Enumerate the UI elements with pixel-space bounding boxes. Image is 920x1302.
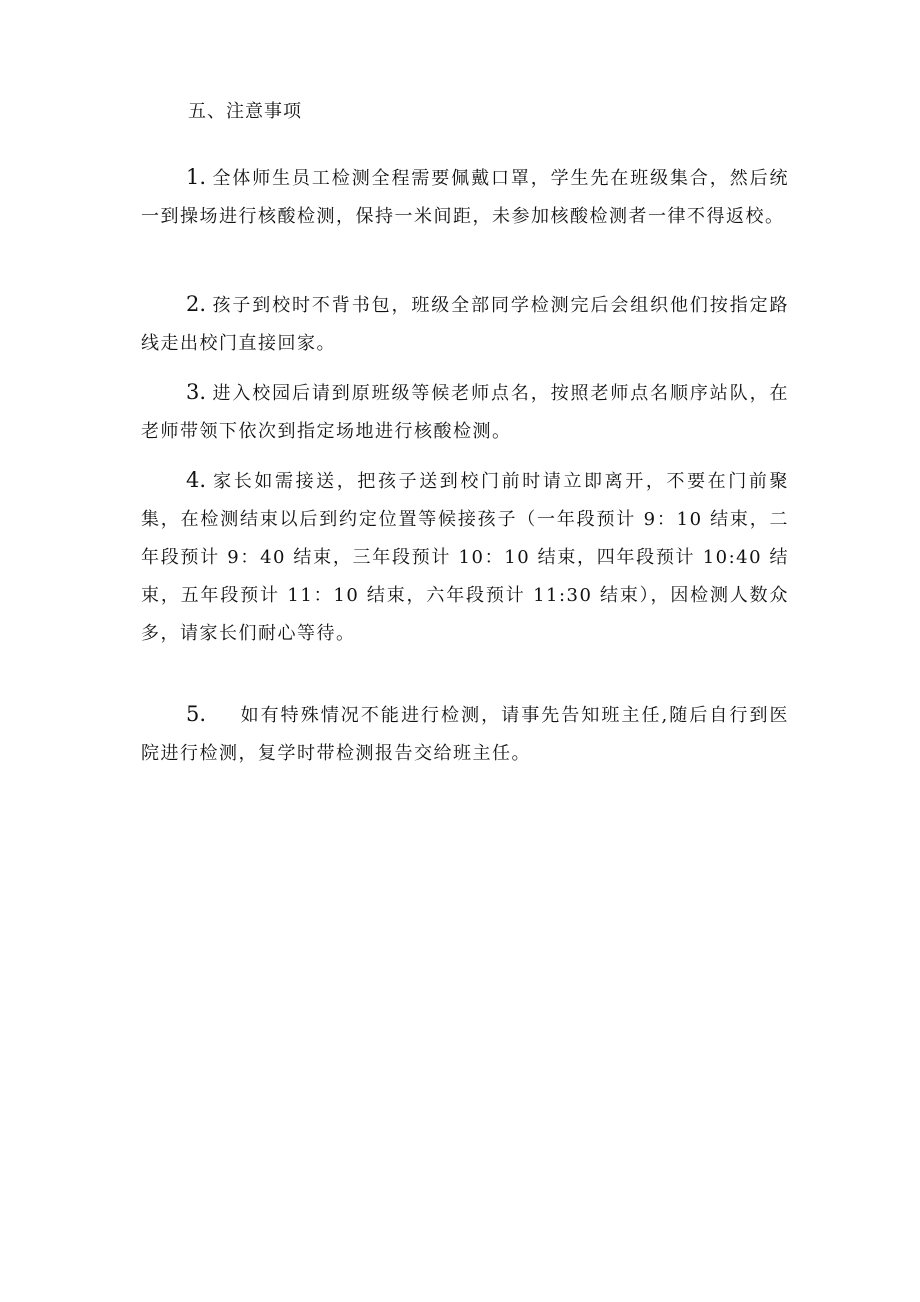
- item-number: 1.: [186, 165, 207, 189]
- item-number: 3.: [186, 380, 207, 404]
- notice-item-4: [141, 461, 789, 653]
- notice-item-5: [141, 695, 789, 773]
- notice-item-2: [141, 285, 789, 363]
- item-text: 如有特殊情况不能进行检测，请事先告知班主任,随后自行到医院进行检测，复学时带检测报告交给班主任。: [141, 705, 790, 764]
- section-heading: 五、注意事项: [188, 101, 302, 122]
- item-text: 家长如需接送，把孩子送到校门前时请立即离开，不要在门前聚集，在检测结束以后到约定位置等候接孩子（一年段预计 9：10 结束，二年段预计 9：40 结束，三年段预计 10：10 结束，四年段预计 10:40 结束，五年段预计 11：10 结束，六年段预计 11:30 结束），因检测人数众多，请家长们耐心等待。: [141, 471, 789, 644]
- item-number: 5.: [186, 702, 207, 726]
- item-number: 4.: [186, 468, 207, 492]
- notice-item-1: [141, 158, 789, 236]
- notice-item-3: [141, 373, 789, 451]
- item-text: 全体师生员工检测全程需要佩戴口罩，学生先在班级集合，然后统一到操场进行核酸检测，保持一米间距，未参加核酸检测者一律不得返校。: [141, 168, 789, 227]
- item-text: 进入校园后请到原班级等候老师点名，按照老师点名顺序站队，在老师带领下依次到指定场地进行核酸检测。: [141, 383, 789, 442]
- item-number: 2.: [186, 292, 207, 316]
- item-text: 孩子到校时不背书包，班级全部同学检测完后会组织他们按指定路线走出校门直接回家。: [141, 295, 789, 354]
